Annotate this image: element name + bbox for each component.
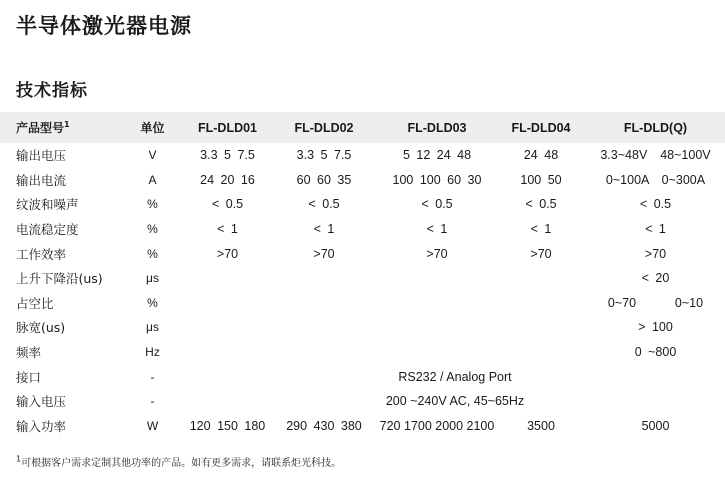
table-row — [0, 217, 725, 242]
row-value: >70 — [426, 246, 448, 261]
table-row — [0, 389, 725, 414]
row-value: 120 150 180 — [189, 418, 266, 433]
row-value: < 1 — [530, 222, 552, 237]
table-row — [0, 143, 725, 168]
row-value: < 0.5 — [308, 197, 340, 212]
table-row — [0, 266, 725, 291]
row-value — [378, 340, 496, 365]
row-value: 24 48 — [523, 148, 559, 163]
spec-table — [0, 112, 725, 438]
row-unit: % — [147, 246, 158, 261]
header-param: 产品型号$^1$ — [16, 120, 70, 135]
footnote-marker: 1 — [16, 454, 22, 464]
row-unit: - — [150, 394, 155, 409]
row-value: 3.3~48V 48~100V — [600, 148, 711, 163]
table-row — [0, 340, 725, 365]
row-value — [270, 291, 378, 316]
row-value: >70 — [530, 246, 552, 261]
footnote — [16, 454, 341, 469]
table-row — [0, 192, 725, 217]
row-param: 脉宽(us) — [16, 320, 66, 336]
row-value: < 1 — [645, 222, 666, 237]
row-value: 720 1700 2000 2100 — [379, 418, 495, 433]
row-value: < 1 — [217, 222, 238, 237]
row-value: < 0.5 — [525, 197, 557, 212]
row-param: 工作效率 — [16, 246, 67, 262]
row-value: 3.3 5 7.5 — [200, 148, 255, 163]
row-unit: % — [147, 295, 158, 310]
row-value: 0 ~800 — [634, 345, 677, 360]
row-value: 100 100 60 30 — [392, 172, 482, 187]
header-model-1: FL-DLD01 — [197, 120, 258, 135]
row-value: < 1 — [426, 222, 448, 237]
footnote-marker: 1 — [64, 120, 70, 129]
section-title: 技术指标 — [16, 81, 88, 101]
row-param: 输入功率 — [16, 418, 67, 434]
row-value: RS232 / Analog Port — [398, 369, 512, 384]
row-param: 输出电压 — [16, 148, 67, 164]
footnote-text: 可根据客户需求定制其他功率的产品。如有更多需求，请联系炬光科技。 — [21, 458, 342, 469]
row-unit: μs — [146, 271, 159, 286]
row-unit: Hz — [145, 345, 160, 360]
row-value: 5000 — [641, 418, 670, 433]
row-value — [270, 266, 378, 291]
row-value: 290 430 380 — [286, 418, 362, 433]
row-unit: % — [147, 222, 158, 237]
header-model-3: FL-DLD03 — [407, 120, 467, 135]
header-model-2: FL-DLD02 — [294, 120, 354, 135]
row-param: 占空比 — [16, 295, 54, 311]
row-unit: W — [146, 418, 159, 433]
row-unit: μs — [146, 320, 159, 335]
table-row — [0, 241, 725, 266]
row-unit: A — [148, 172, 157, 187]
row-value: 60 60 35 — [296, 172, 352, 187]
table-row — [0, 291, 725, 316]
row-value: 200 ~240V AC, 45~65Hz — [385, 394, 525, 409]
row-value: >70 — [313, 246, 335, 261]
row-param: 纹波和噪声 — [16, 197, 79, 213]
row-param: 输入电压 — [16, 394, 67, 410]
row-value — [378, 291, 496, 316]
header-model-4: FL-DLD04 — [511, 120, 571, 135]
row-value — [185, 266, 270, 291]
row-unit: V — [148, 148, 157, 163]
row-value: < 0.5 — [639, 197, 672, 212]
row-value — [378, 266, 496, 291]
row-value: < 0.5 — [421, 197, 453, 212]
table-row — [0, 168, 725, 193]
row-value: >70 — [216, 246, 239, 261]
table-row — [0, 364, 725, 389]
row-value — [185, 340, 270, 365]
table-header-row — [0, 112, 725, 143]
row-value: 0~70 0~10 — [607, 295, 704, 310]
row-value: > 100 — [638, 320, 673, 335]
row-param: 输出电流 — [16, 172, 67, 188]
row-param: 电流稳定度 — [16, 222, 79, 238]
table-row — [0, 315, 725, 340]
row-value: 5 12 24 48 — [402, 148, 472, 163]
page-title: 半导体激光器电源 — [16, 14, 192, 38]
row-param: 接口 — [16, 369, 42, 385]
row-value — [496, 340, 586, 365]
row-value — [185, 291, 270, 316]
row-value: >70 — [644, 246, 667, 261]
header-model-5: FL-DLD(Q) — [623, 120, 688, 135]
row-value — [270, 315, 378, 340]
row-value — [270, 340, 378, 365]
row-value: < 1 — [313, 222, 335, 237]
header-unit: 单位 — [140, 121, 165, 135]
row-value — [496, 266, 586, 291]
row-value — [496, 315, 586, 340]
row-value — [378, 315, 496, 340]
table-row — [0, 414, 725, 439]
row-param: 频率 — [16, 345, 42, 361]
row-value — [496, 291, 586, 316]
row-unit: - — [150, 369, 155, 384]
row-value: 3.3 5 7.5 — [296, 148, 352, 163]
row-value: 0~100A 0~300A — [605, 172, 706, 187]
row-value — [185, 315, 270, 340]
row-value: 24 20 16 — [200, 172, 255, 187]
row-value: 3500 — [527, 418, 555, 433]
row-unit: % — [147, 197, 158, 212]
row-param: 上升下降沿(us) — [16, 271, 103, 287]
row-value: < 0.5 — [211, 197, 244, 212]
row-value: < 20 — [641, 271, 670, 286]
row-value: 100 50 — [520, 172, 562, 187]
